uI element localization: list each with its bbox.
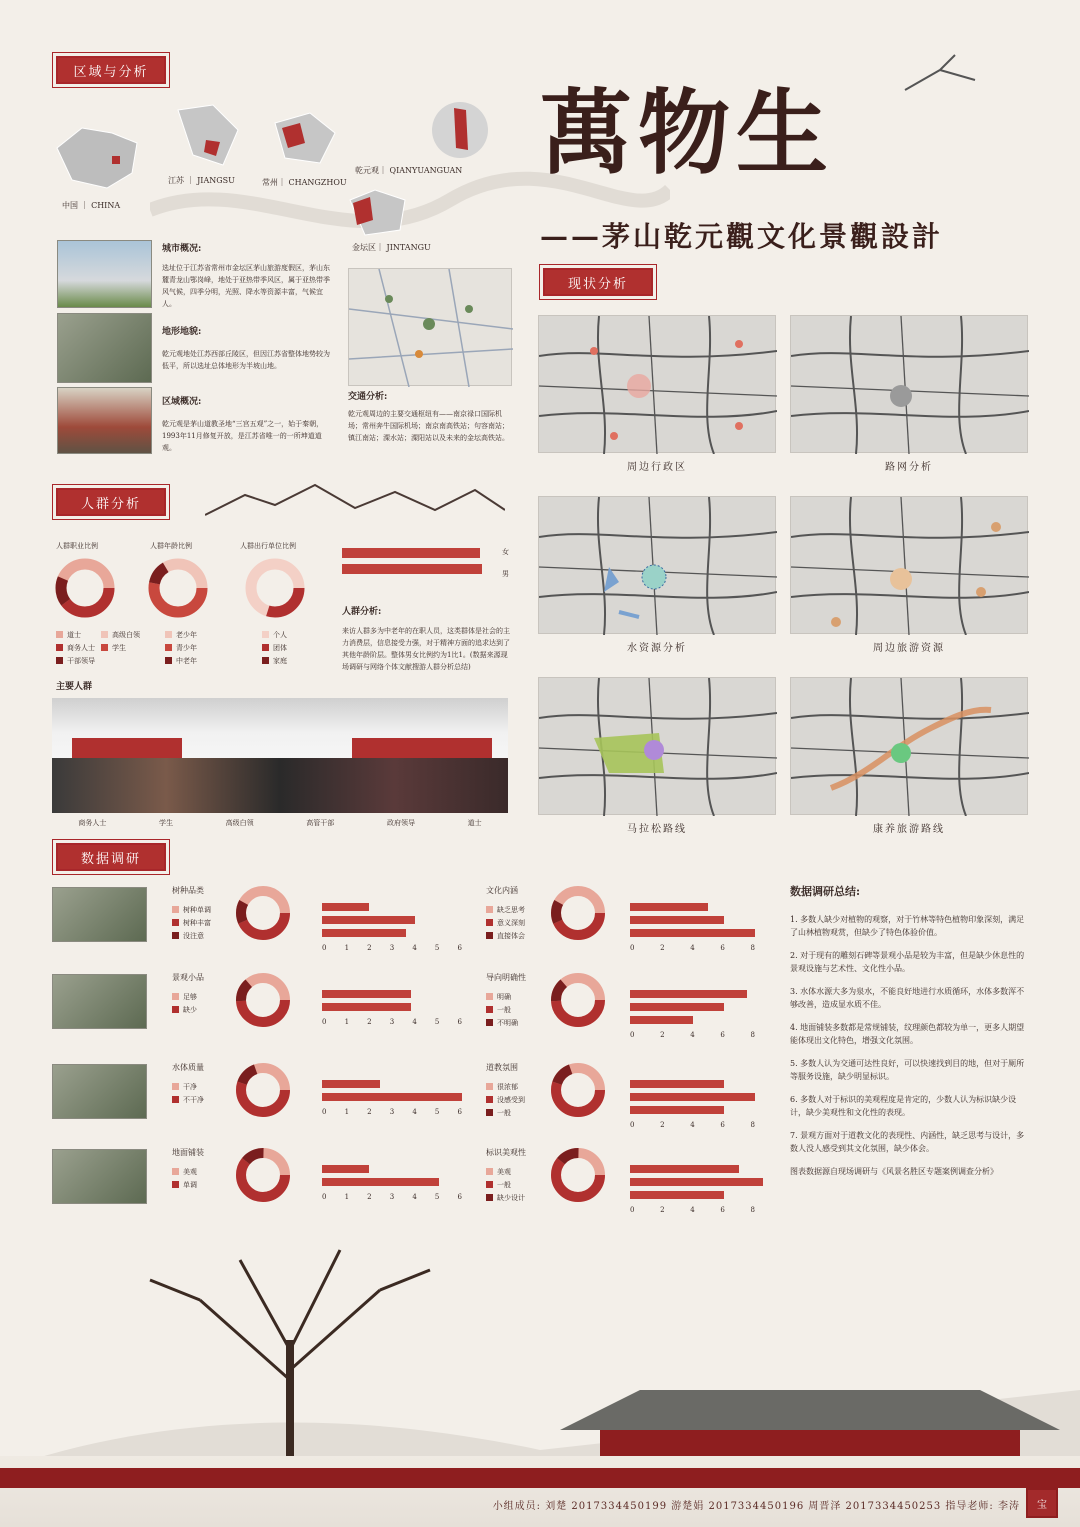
axis-tick: 2	[660, 1121, 665, 1129]
crane-icon	[900, 50, 980, 100]
survey-bar-chart	[630, 990, 755, 1041]
axis-tick: 2	[367, 944, 372, 952]
axis-tick: 2	[660, 1031, 665, 1039]
survey-donut	[550, 1062, 610, 1122]
axis-tick: 6	[457, 1018, 462, 1026]
gender-bar-female	[342, 548, 480, 558]
axis-tick: 0	[630, 1206, 635, 1214]
axis-tick: 1	[344, 1108, 350, 1116]
survey-title: 文化内涵	[486, 886, 518, 895]
survey-donut	[235, 1062, 295, 1122]
survey-photo	[52, 1064, 147, 1119]
survey-bar-chart	[630, 1080, 755, 1131]
axis-tick: 0	[630, 1121, 635, 1129]
survey-bar	[322, 1165, 369, 1173]
survey-bar	[322, 916, 415, 924]
survey-bar	[630, 1093, 755, 1101]
survey-title: 树种品类	[172, 886, 204, 895]
axis-tick: 6	[720, 944, 725, 952]
gate-photo	[57, 240, 152, 308]
people-label: 道士	[467, 819, 482, 827]
legend-occupation: 道士 高级白领 商务人士 学生 干部领导	[56, 628, 146, 667]
label-qianyuan: 乾元观｜ QIANYUANGUAN	[355, 166, 463, 175]
survey-bar	[322, 1003, 411, 1011]
status-map-caption: 水资源分析	[627, 643, 687, 654]
traffic-map	[348, 268, 512, 386]
axis-tick: 6	[720, 1031, 725, 1039]
credits: 小组成员: 刘楚 2017334450199 游楚娟 2017334450196 周晋泽 2017334450253 指导老师: 李涛	[492, 1501, 1020, 1512]
axis-tick: 8	[750, 1121, 755, 1129]
footer-red-band	[0, 1468, 1080, 1488]
survey-bar	[322, 1080, 380, 1088]
axis-tick: 8	[750, 1031, 755, 1039]
survey-legend: 美观 一般 缺少设计	[486, 1165, 525, 1204]
survey-title: 水体质量	[172, 1063, 204, 1072]
gender-label-male: 男	[502, 570, 509, 578]
axis-tick: 6	[720, 1121, 725, 1129]
area-text: 乾元观是茅山道教圣地“三宫五观”之一，始于秦朝，1993年11月修复开放，是江苏省唯一的一所坤道道观。	[162, 420, 324, 452]
survey-title: 地面铺装	[172, 1148, 204, 1157]
axis-tick: 1	[344, 1193, 350, 1201]
survey-donut	[550, 885, 610, 945]
survey-bar	[630, 1165, 739, 1173]
people-label: 高管干部	[306, 819, 335, 827]
survey-bar-chart	[322, 1080, 462, 1118]
axis-tick: 0	[322, 1193, 327, 1201]
survey-legend: 缺乏思考 意义深刻 直接体会	[486, 903, 525, 942]
survey-bar	[630, 990, 747, 998]
people-label: 政府领导	[386, 819, 415, 827]
people-labels	[52, 817, 508, 829]
survey-bar	[630, 1191, 724, 1199]
section-title-region: 区域与分析	[56, 56, 166, 84]
axis-tick: 4	[690, 1031, 695, 1039]
axis-tick: 2	[660, 1206, 665, 1214]
axis-tick: 2	[367, 1018, 372, 1026]
status-map-1	[538, 315, 776, 453]
status-map-caption: 康养旅游路线	[873, 824, 945, 835]
survey-bar	[630, 1016, 693, 1024]
survey-bar	[630, 1003, 724, 1011]
axis-tick: 4	[690, 1206, 695, 1214]
survey-donut	[550, 972, 610, 1032]
survey-bar	[630, 929, 755, 937]
axis-tick: 8	[750, 1206, 755, 1214]
axis-tick: 2	[367, 1193, 372, 1201]
survey-legend: 很浓郁 没感受到 一般	[486, 1080, 525, 1119]
mountain-ink-decoration	[205, 480, 505, 520]
survey-legend: 足够 缺少	[172, 990, 197, 1016]
terrain-heading: 地形地貌:	[162, 327, 202, 337]
sub-title: ——茅山乾元觀文化景觀設計	[540, 220, 944, 253]
crowd-donuts	[50, 555, 320, 625]
traffic-heading: 交通分析:	[348, 392, 388, 402]
axis-tick: 5	[434, 1193, 440, 1201]
axis-tick: 8	[750, 944, 755, 952]
survey-bar	[322, 903, 369, 911]
survey-bar	[630, 1106, 724, 1114]
people-label: 商务人士	[78, 819, 107, 827]
status-map-3	[538, 496, 776, 634]
survey-bar	[630, 903, 708, 911]
gender-label-female: 女	[502, 548, 509, 556]
survey-legend: 明确 一般 不明确	[486, 990, 518, 1029]
survey-donut	[235, 885, 295, 945]
survey-bar	[322, 1178, 439, 1186]
survey-donut	[550, 1147, 610, 1207]
legend-age: 老少年 青少年 中老年	[165, 628, 197, 667]
survey-legend: 树种单调 树种丰富 没注意	[172, 903, 211, 942]
survey-bar	[630, 1178, 763, 1186]
survey-bar	[630, 916, 724, 924]
label-jiangsu: 江苏 ｜ JIANGSU	[168, 176, 235, 185]
survey-photo	[52, 1149, 147, 1204]
survey-bar	[322, 929, 406, 937]
survey-bar	[630, 1080, 724, 1088]
footer	[0, 1456, 1080, 1527]
axis-tick: 2	[367, 1108, 372, 1116]
axis-tick: 3	[389, 1108, 395, 1116]
survey-bar-chart	[630, 903, 755, 954]
axis-tick: 0	[322, 1018, 327, 1026]
seal-stamp: 宝	[1026, 1488, 1058, 1518]
survey-photo	[52, 974, 147, 1029]
terrain-text: 乾元观地处江苏西部丘陵区，但因江苏省整体地势较为低平，所以选址总体地形为半坡山地。	[162, 350, 330, 370]
donut-title-occupation: 人群职业比例	[56, 542, 98, 550]
axis-tick: 3	[389, 944, 395, 952]
people-label: 高级白领	[225, 819, 254, 827]
survey-donut	[235, 1147, 295, 1207]
donut-title-unit: 人群出行单位比例	[240, 542, 296, 550]
axis-tick: 0	[322, 1108, 327, 1116]
summary-heading: 数据调研总结:	[790, 885, 861, 898]
axis-tick: 4	[412, 944, 417, 952]
section-title-crowd: 人群分析	[56, 488, 166, 516]
survey-bar-chart	[322, 903, 462, 954]
area-heading: 区域概况:	[162, 397, 202, 407]
axis-tick: 1	[344, 944, 350, 952]
axis-tick: 5	[434, 1108, 440, 1116]
survey-photo	[52, 887, 147, 942]
label-changzhou: 常州｜ CHANGZHOU	[262, 178, 347, 187]
axis-tick: 4	[690, 1121, 695, 1129]
axis-tick: 1	[344, 1018, 350, 1026]
temple-photo	[57, 387, 152, 454]
survey-donut	[235, 972, 295, 1032]
snow-tree-scenery	[0, 1220, 1080, 1470]
axis-tick: 0	[630, 944, 635, 952]
status-map-caption: 路网分析	[885, 462, 933, 473]
gender-bar-chart	[342, 548, 482, 574]
survey-title: 道教氛围	[486, 1063, 518, 1072]
label-jintan: 金坛区｜ JINTANGU	[352, 243, 431, 252]
main-crowd-heading: 主要人群	[56, 682, 93, 692]
terrain-photo	[57, 313, 152, 383]
axis-tick: 6	[457, 944, 462, 952]
axis-tick: 6	[457, 1108, 462, 1116]
changzhou-map	[270, 108, 340, 168]
survey-summary: 数据调研总结: 1. 多数人缺少对植物的观察，对于竹林等特色植物印象深刻，满足了山林植物观赏，但缺少了特色体验价值。 2. 对于现有的雕刻石碑等景观小品是较为丰富，但是缺少休息性的景观设施与艺术性、文化性小品。 3. 水体水源大多为泉水，不能良好地进行水质循环，水体多数浑不够改善，造成显水质不佳。 4. 地面铺装多数都是常规铺装，纹理颜色都较为单一，更多人期望能体现出文化特色，增强文化氛围。 5. 多数人认为交通可达性良好，可以快速找到目的地，但对于厕所等服务设施，缺少明显标识。 6. 多数人对于标识的美观程度是肯定的，少数人认为标识缺少设计，缺少美观性和文化性的表现。 7. 景观方面对于道教文化的表现性、内涵性，缺乏思考与设计，多数人没人感受到其文化氛围，缺少体会。 图表数据源自现场调研与《风景名胜区专题案例调查分析》	[790, 885, 1030, 1188]
main-title: 萬物生	[540, 79, 835, 187]
legend-unit: 个人 团体 家庭	[262, 628, 287, 667]
gender-bar-male	[342, 564, 482, 574]
axis-tick: 3	[389, 1018, 395, 1026]
axis-tick: 6	[720, 1206, 725, 1214]
status-map-caption: 周边行政区	[627, 462, 687, 473]
survey-legend: 美观 单调	[172, 1165, 197, 1191]
survey-bar	[322, 1093, 462, 1101]
survey-bar-chart	[630, 1165, 755, 1216]
axis-tick: 5	[434, 944, 440, 952]
survey-title: 标识美观性	[486, 1148, 526, 1157]
qianyuan-locator-map	[430, 100, 490, 160]
section-title-status: 现状分析	[543, 268, 653, 296]
axis-tick: 4	[412, 1018, 417, 1026]
status-map-6	[790, 677, 1028, 815]
status-map-caption: 马拉松路线	[627, 824, 687, 835]
china-map	[52, 118, 142, 193]
people-label: 学生	[158, 819, 173, 827]
status-map-5	[538, 677, 776, 815]
section-title-data: 数据调研	[56, 843, 166, 871]
crowd-analysis-text: 来访人群多为中老年的在职人员，这类群体是社会的主力消费层，信息接受力强，对于精神方面的追求达到了其他年龄阶层。整体男女比例约为1比1。(数据来源现场调研与网络个体文献搜游人群分析总结)	[342, 627, 510, 671]
status-map-caption: 周边旅游资源	[873, 643, 945, 654]
jiangsu-map	[168, 100, 243, 170]
traffic-text: 乾元观周边的主要交通枢纽有——南京禄口国际机场；常州奔牛国际机场；南京南高铁站；句容南站；镇江南站；溧水站；溧阳站以及未来的金坛高铁站。	[348, 410, 509, 442]
axis-tick: 4	[412, 1193, 417, 1201]
axis-tick: 6	[457, 1193, 462, 1201]
survey-title: 景观小品	[172, 973, 204, 982]
axis-tick: 3	[389, 1193, 395, 1201]
crowd-analysis-heading: 人群分析:	[342, 607, 382, 617]
status-map-2	[790, 315, 1028, 453]
donut-title-age: 人群年龄比例	[150, 542, 192, 550]
survey-bar-chart	[322, 990, 462, 1028]
axis-tick: 0	[630, 1031, 635, 1039]
survey-bar	[322, 990, 411, 998]
axis-tick: 4	[412, 1108, 417, 1116]
survey-title: 导向明确性	[486, 973, 526, 982]
axis-tick: 2	[660, 944, 665, 952]
axis-tick: 5	[434, 1018, 440, 1026]
city-heading: 城市概况:	[162, 244, 202, 254]
jintan-map	[345, 185, 415, 240]
axis-tick: 0	[322, 944, 327, 952]
city-text: 选址位于江苏省常州市金坛区茅山旅游度假区，茅山东麓青龙山鄂岗峰，地处于亚热带季风区，属于亚热带季风气候，四季分明，光照、降水等资源丰富，气候宜人。	[162, 264, 330, 308]
survey-legend: 干净 不干净	[172, 1080, 204, 1106]
status-map-4	[790, 496, 1028, 634]
survey-bar-chart	[322, 1165, 462, 1203]
label-china: 中国 ｜ CHINA	[62, 201, 121, 210]
people-strip	[52, 698, 508, 813]
axis-tick: 4	[690, 944, 695, 952]
